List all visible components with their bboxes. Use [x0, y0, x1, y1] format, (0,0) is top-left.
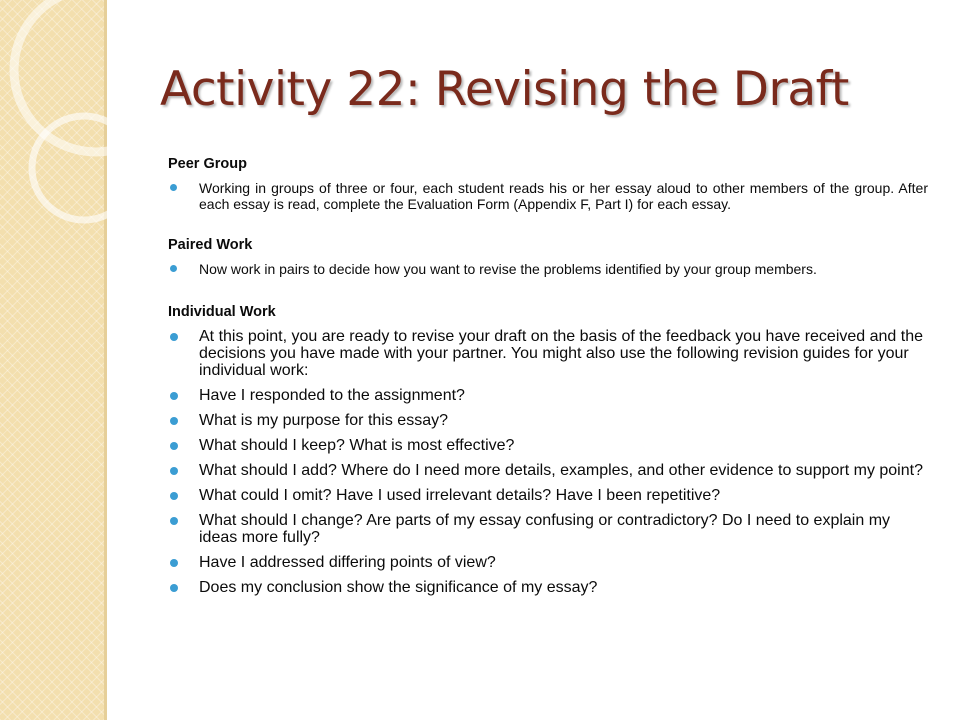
bullet-icon [170, 559, 178, 567]
decorative-ring-large [14, 0, 178, 152]
bullet-icon [170, 492, 178, 500]
list-item: Does my conclusion show the significance of my essay? [168, 579, 928, 596]
bullet-icon [170, 417, 178, 425]
list-item: At this point, you are ready to revise your draft on the basis of the feedback you have received and the decisions you have made with your partner. You might also use the following revision guides for your individual work: [168, 328, 928, 379]
list-item: Working in groups of three or four, each student reads his or her essay aloud to other members of the group. After each essay is read, complete the Evaluation Form (Appendix F, Part I) for each essay. [168, 180, 928, 212]
bullet-icon [170, 584, 178, 592]
paired-work-list [168, 261, 928, 277]
list-item: What should I add? Where do I need more details, examples, and other evidence to support my point? [168, 462, 928, 479]
list-item: What should I keep? What is most effective? [168, 437, 928, 454]
bullet-icon [170, 333, 178, 341]
bullet-icon [170, 517, 178, 525]
section-heading-paired-work: Paired Work [168, 237, 253, 253]
individual-work-list [168, 328, 928, 596]
bullet-icon [170, 442, 178, 450]
list-item: What could I omit? Have I used irrelevant details? Have I been repetitive? [168, 487, 928, 504]
slide-title: Activity 22: Revising the Draft [160, 62, 849, 117]
section-heading-peer-group: Peer Group [168, 156, 247, 172]
slide-body [168, 156, 928, 604]
list-item: Have I responded to the assignment? [168, 387, 928, 404]
list-item: What is my purpose for this essay? [168, 412, 928, 429]
bullet-icon [170, 184, 177, 191]
bullet-icon [170, 392, 178, 400]
bullet-icon [170, 265, 177, 272]
section-heading-individual-work: Individual Work [168, 304, 276, 320]
bullet-icon [170, 467, 178, 475]
list-item: Now work in pairs to decide how you want to revise the problems identified by your group members. [168, 261, 928, 277]
list-item: Have I addressed differing points of view? [168, 554, 928, 571]
decorative-ring-small [32, 116, 136, 220]
list-item: What should I change? Are parts of my essay confusing or contradictory? Do I need to explain my ideas more fully? [168, 512, 928, 546]
peer-group-list [168, 180, 928, 212]
